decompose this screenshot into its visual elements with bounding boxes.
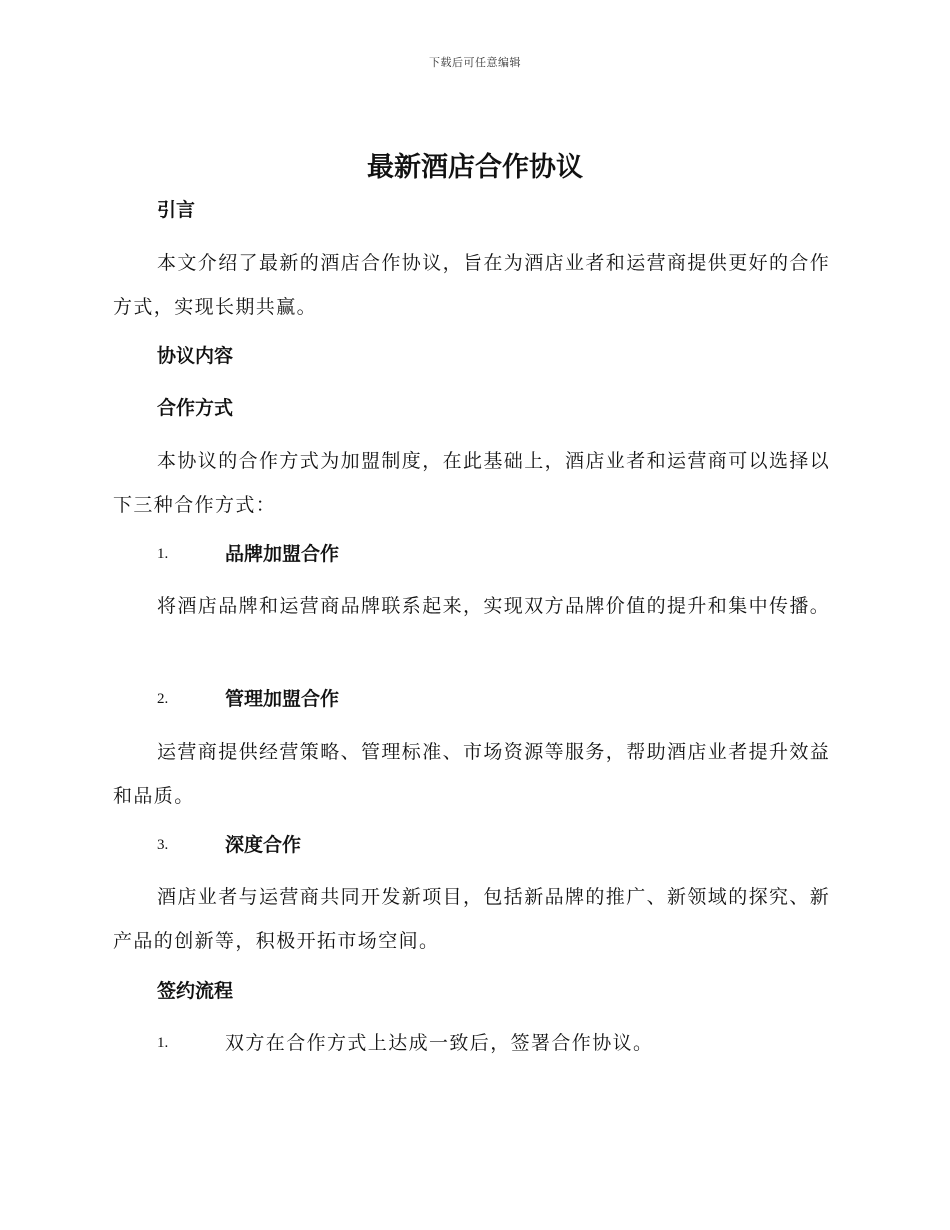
page-header-note: 下载后可任意编辑 bbox=[429, 56, 521, 69]
document-title: 最新酒店合作协议 bbox=[367, 152, 583, 183]
intro-paragraph: 本文介绍了最新的酒店合作协议，旨在为酒店业者和运营商提供更好的合作方式，实现长期共赢。 bbox=[113, 252, 831, 318]
process-step-text: 双方在合作方式上达成一致后，签署合作协议。 bbox=[225, 1032, 654, 1054]
mode-title: 品牌加盟合作 bbox=[225, 543, 340, 565]
list-number: 2. bbox=[157, 691, 169, 707]
subsection-heading-mode: 合作方式 bbox=[157, 397, 234, 419]
list-number: 1. bbox=[157, 1035, 169, 1051]
mode-description: 酒店业者与运营商共同开发新项目，包括新品牌的推广、新领域的探究、新产品的创新等，积极开拓市场空间。 bbox=[113, 886, 831, 952]
mode-title: 管理加盟合作 bbox=[225, 688, 340, 710]
list-number: 1. bbox=[157, 546, 169, 562]
subsection-heading-process: 签约流程 bbox=[157, 980, 234, 1002]
mode-paragraph: 本协议的合作方式为加盟制度，在此基础上，酒店业者和运营商可以选择以下三种合作方式： bbox=[113, 450, 831, 516]
mode-description: 将酒店品牌和运营商品牌联系起来，实现双方品牌价值的提升和集中传播。 bbox=[157, 595, 831, 617]
section-heading-content: 协议内容 bbox=[157, 345, 234, 367]
mode-title: 深度合作 bbox=[225, 834, 302, 856]
mode-description: 运营商提供经营策略、管理标准、市场资源等服务，帮助酒店业者提升效益和品质。 bbox=[113, 741, 831, 807]
list-number: 3. bbox=[157, 837, 169, 853]
section-heading-intro: 引言 bbox=[157, 199, 196, 221]
